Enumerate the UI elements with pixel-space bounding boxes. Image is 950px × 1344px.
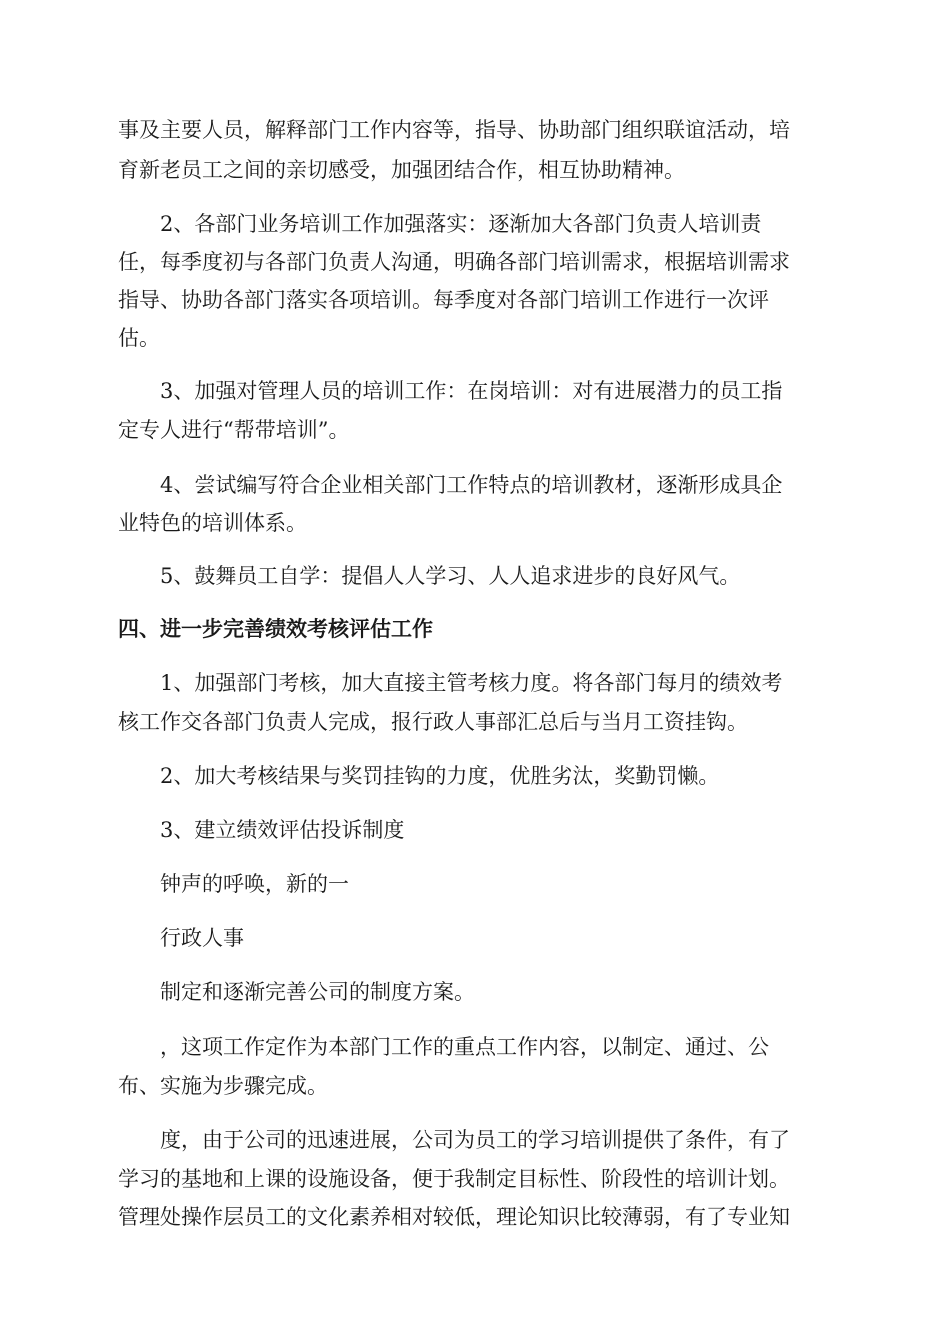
text-line: 估。: [118, 326, 160, 350]
text-line: 制定和逐渐完善公司的制度方案。: [118, 980, 475, 1004]
text-line: ，这项工作定作为本部门工作的重点工作内容，以制定、通过、公: [118, 1035, 769, 1059]
text-line: 4、尝试编写符合企业相关部门工作特点的培训教材，逐渐形成具企: [118, 473, 783, 497]
text-line: 行政人事: [118, 926, 244, 950]
text-line: 2、加大考核结果与奖罚挂钩的力度，优胜劣汰，奖勤罚懒。: [118, 764, 720, 788]
text-line: 核工作交各部门负责人完成，报行政人事部汇总后与当月工资挂钩。: [118, 710, 748, 734]
text-line: 度，由于公司的迅速进展，公司为员工的学习培训提供了条件，有了: [118, 1128, 790, 1152]
section-heading: 四、进一步完善绩效考核评估工作: [118, 617, 433, 641]
text-line: 钟声的呼唤，新的一: [118, 872, 349, 896]
text-line: 业特色的培训体系。: [118, 511, 307, 535]
text-line: 布、实施为步骤完成。: [118, 1074, 328, 1098]
text-line: 5、鼓舞员工自学：提倡人人学习、人人追求进步的良好风气。: [118, 564, 741, 588]
text-line: 3、建立绩效评估投诉制度: [118, 818, 405, 842]
text-line: 定专人进行“帮带培训”。: [118, 418, 350, 442]
text-line: 指导、协助各部门落实各项培训。每季度对各部门培训工作进行一次评: [118, 288, 769, 312]
text-line: 管理处操作层员工的文化素养相对较低，理论知识比较薄弱，有了专业知: [118, 1205, 790, 1229]
text-line: 任，每季度初与各部门负责人沟通，明确各部门培训需求，根据培训需求: [118, 250, 790, 274]
text-line: 1、加强部门考核，加大直接主管考核力度。将各部门每月的绩效考: [118, 671, 783, 695]
text-line: 育新老员工之间的亲切感受，加强团结合作，相互协助精神。: [118, 158, 685, 182]
text-line: 2、各部门业务培训工作加强落实：逐渐加大各部门负责人培训责: [118, 212, 762, 236]
text-line: 3、加强对管理人员的培训工作：在岗培训：对有进展潜力的员工指: [118, 379, 783, 403]
text-line: 学习的基地和上课的设施设备，便于我制定目标性、阶段性的培训计划。: [118, 1167, 790, 1191]
text-line: 事及主要人员，解释部门工作内容等，指导、协助部门组织联谊活动，培: [118, 118, 790, 142]
